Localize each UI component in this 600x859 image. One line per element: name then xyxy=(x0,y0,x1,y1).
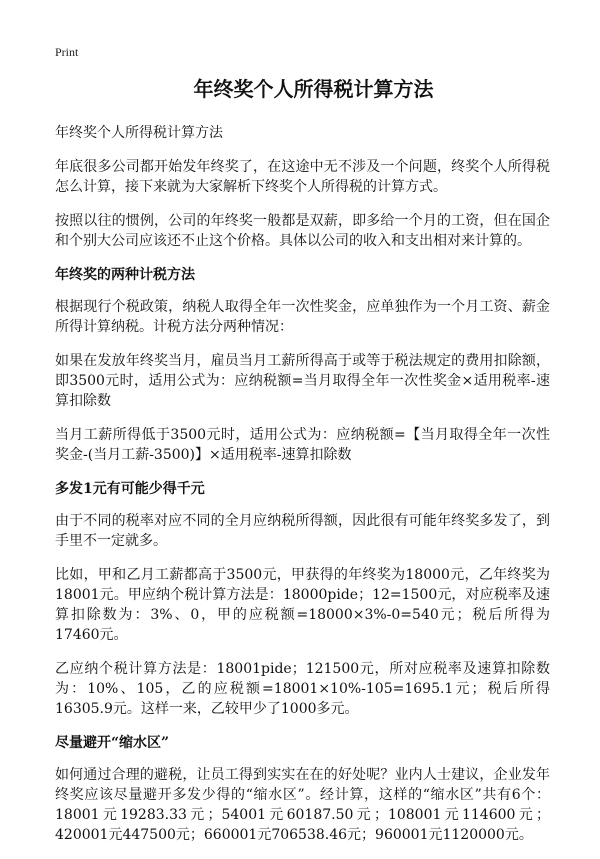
paragraph: 按照以往的惯例，公司的年终奖一般都是双薪，即多给一个月的工资，但在国企和个别大公司应该还不止这个价格。具体以公司的收入和支出相对来计算的。 xyxy=(55,213,550,249)
section-heading-one-yuan: 多发1元有可能少得千元 xyxy=(55,481,205,497)
intro-subtitle: 年终奖个人所得税计算方法 xyxy=(55,125,223,141)
paragraph: 乙应纳个税计算方法是：18001pide；121500元，所对应税率及速算扣除数为：10%、105，乙的应税额=18001×10%-105=1695.1元；税后所得16305.9元。这样一来，乙较甲少了1000多元。 xyxy=(55,661,550,717)
section-heading-two-methods: 年终奖的两种计税方法 xyxy=(55,267,195,283)
article xyxy=(55,75,550,859)
page-title: 年终奖个人所得税计算方法 xyxy=(193,77,434,101)
paragraph: 年底很多公司都开始发年终奖了，在这途中无不涉及一个问题，终奖个人所得税怎么计算，接下来就为大家解析下终奖个人所得税的计算方式。 xyxy=(55,159,550,195)
paragraph: 如何通过合理的避税，让员工得到实实在在的好处呢？业内人士建议，企业发年终奖应该尽量避开多发少得的“缩水区”。经计算，这样的“缩水区”共有6个：18001元19283.33元；54001元60187.50元；108001元114600元；420001元447500元；660001元706538.46元；960001元1120000元。 xyxy=(55,767,550,843)
paragraph: 由于不同的税率对应不同的全月应纳税所得额，因此很有可能年终奖多发了，到手里不一定就多。 xyxy=(55,513,550,549)
section-heading-avoid-zone: 尽量避开“缩水区” xyxy=(55,735,170,751)
paragraph: 比如，甲和乙月工薪都高于3500元，甲获得的年终奖为18000元，乙年终奖为18001元。甲应纳个税计算方法是：18000pide；12=1500元，对应税率及速算扣除数为：3%、0，甲的应税额=18000×3%-0=540元；税后所得为17460元。 xyxy=(55,567,550,643)
paragraph: 如果在发放年终奖当月，雇员当月工薪所得高于或等于税法规定的费用扣除额，即3500元时，适用公式为：应纳税额=当月取得全年一次性奖金×适用税率-速算扣除数 xyxy=(55,353,550,409)
paragraph: 当月工薪所得低于3500元时，适用公式为：应纳税额=【当月取得全年一次性奖金-(当月工薪-3500)】×适用税率-速算扣除数 xyxy=(55,427,550,463)
print-link[interactable]: Print xyxy=(55,45,79,59)
paragraph: 根据现行个税政策，纳税人取得全年一次性奖金，应单独作为一个月工资、薪金所得计算纳税。计税方法分两种情况： xyxy=(55,299,550,335)
